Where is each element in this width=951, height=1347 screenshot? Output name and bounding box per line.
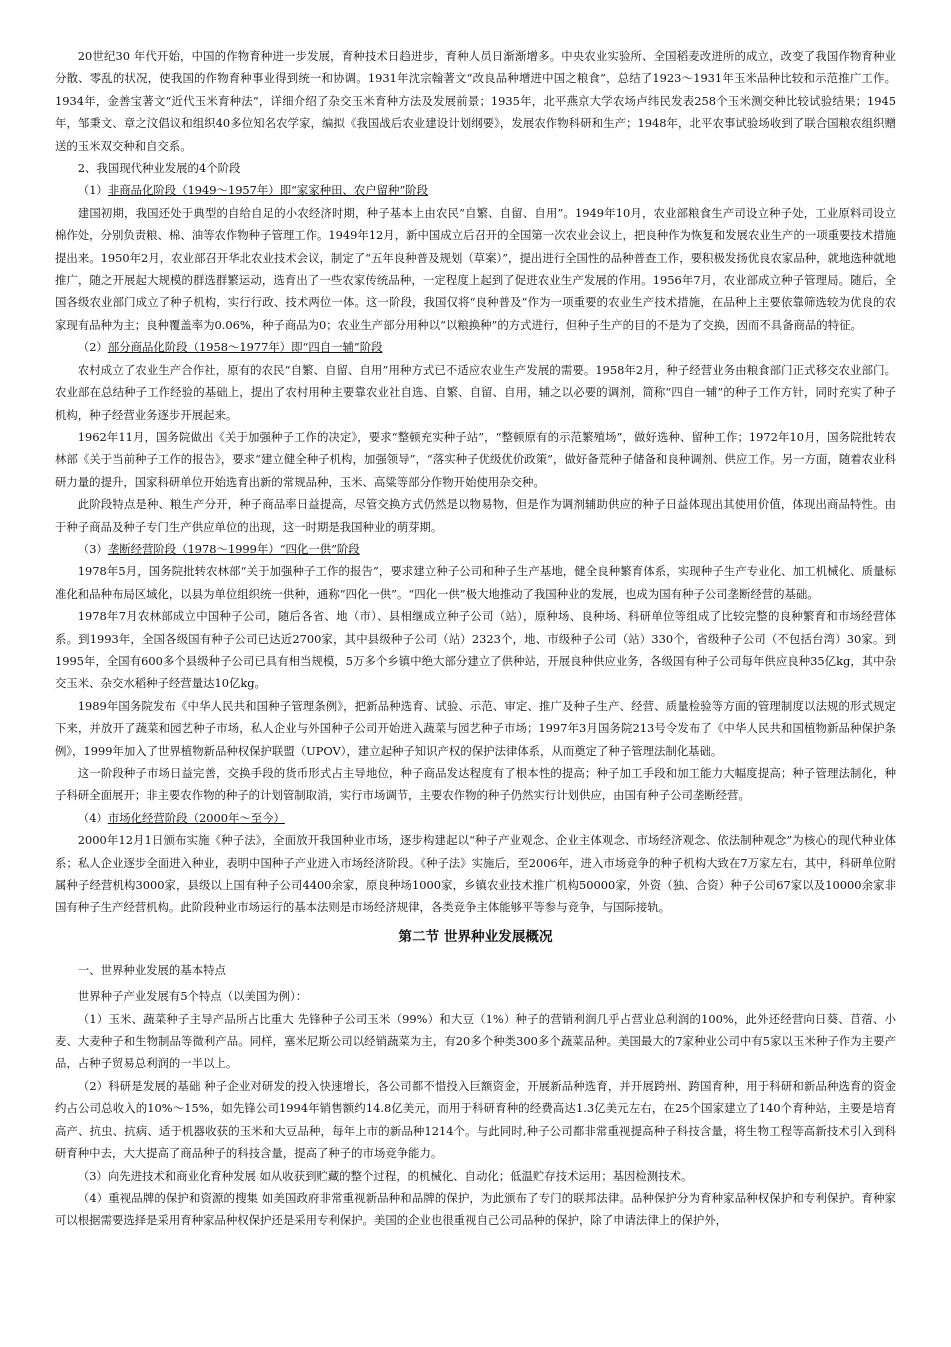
paragraph: （2）科研是发展的基础 种子企业对研发的投入快速增长，各公司都不惜投入巨额资金，开展新品种选育，并开展跨州、跨国育种，用于科研和新品种选育的资金约占公司总收入的10%～15%，如先锋公司1994年销售额约14.8亿美元，而用于科研育种的经费高达1.3亿美元左右，在25个国家建立了140个育种站，主要是培育高产、抗虫、抗病、适于机器收获的玉米和大豆品种，每年上市的新品种1214个。与此同时,种子公司都非常重视提高种子科技含量，将生物工程等高新技术引入到科研育种中去，大大提高了商品种子的科技含量，提高了种子的市场竞争能力。 bbox=[55, 1078, 896, 1161]
stage-1-number: （1） bbox=[77, 183, 108, 198]
paragraph: 世界种子产业发展有5个特点（以美国为例）： bbox=[77, 989, 308, 1004]
stage-1-heading bbox=[55, 179, 896, 201]
paragraph: （1）玉米、蔬菜种子主导产品所占比重大 先锋种子公司玉米（99%）和大豆（1%）种子的营销利润几乎占营业总利润的100%，此外还经营向日葵、苜蓿、小麦、大麦种子和生物制品等微利产品。同样，塞米尼斯公司以经销蔬菜为主，有20多个种类300多个蔬菜品种。美国最大的7家种业公司中有5家以玉米种子作为主要产品，占种子贸易总利润的一半以上。 bbox=[55, 1011, 896, 1071]
subheading-stages: 2、我国现代种业发展的4个阶段 bbox=[77, 161, 241, 176]
stage-2-heading bbox=[55, 336, 896, 358]
paragraph: 2000年12月1日颁布实施《种子法》，全面放开我国种业市场，逐步构建起以“种子产业观念、企业主体观念、市场经济观念、依法制种观念”为核心的现代种业体系；私人企业逐步全面进入种业，表明中国种子产业进入市场经济阶段。《种子法》实施后，至2006年，进入市场竞争的种子机构大致在7万家左右，其中，科研单位附属种子经营机构3000家，县级以上国有种子公司4400余家，原良种场1000家，乡镇农业技术推广机构50000家，外资（独、合资）种子公司67家以及10000余家非国有种子生产经营机构。此阶段种业市场运行的基本法则是市场经济规律，各类竞争主体能够平等参与竞争，与国际接轨。 bbox=[55, 833, 896, 915]
paragraph: 农村成立了农业生产合作社，原有的农民“自繁、自留、自用”用种方式已不适应农业生产发展的需要。1958年2月，种子经营业务由粮食部门正式移交农业部门。农业部在总结种子工作经验的基础上，提出了农村用种主要靠农业社自选、自繁、自留、自用，辅之以必要的调剂，简称“四自一辅”的种子工作方针，同时充实了种子机构，种子经营业务逐步开展起来。 bbox=[55, 362, 896, 422]
stage-3-number: （3） bbox=[77, 541, 108, 556]
paragraph: 1978年5月，国务院批转农林部“关于加强种子工作的报告”，要求建立种子公司和种子生产基地，健全良种繁育体系，实现种子生产专业化、加工机械化、质量标准化和品种布局区域化，以县为单位组织统一供种，通称“四化一供”。“四化一供”极大地推动了我国种业的发展，也成为国有种子公司垄断经营的基础。 bbox=[55, 564, 896, 601]
stage-4-heading bbox=[55, 807, 896, 829]
stage-3-title: 垄断经营阶段（1978～1999年）“四化一供”阶段 bbox=[107, 541, 360, 556]
paragraph: 建国初期，我国还处于典型的自给自足的小农经济时期，种子基本上由农民“自繁、自留、自用”。1949年10月，农业部粮食生产司设立种子处，工业原料司设立棉作处，分别负责粮、棉、油等农作物种子管理工作。1949年12月，新中国成立后召开的全国第一次农业会议上，把良种作为恢复和发展农业生产的一项重要技术措施提出来。1950年2月，农业部召开华北农业技术会议，制定了“五年良种普及规划（草案）”，提出进行全国性的品种普查工作，要积极发扬优良农家品种，就地选种就地推广，随之开展起大规模的群选群繁运动，选育出了一些农家传统品种，一定程度上起到了促进农业生产发展的作用。1956年7月，农业部成立种子管理局。随后，全国各级农业部门成立了种子机构，实行行政、技术两位一体。这一阶段，我国仅将“良种普及”作为一项重要的农业生产技术措施，在品种上主要依靠筛选较为优良的农家现有品种为主；良种覆盖率为0.06%，种子商品为0；农业生产部分用种以“以粮换种”的方式进行，但种子生产的目的不是为了交换，因而不具备商品的特征。 bbox=[55, 205, 896, 332]
section-title: 第二节 世界种业发展概况 bbox=[398, 928, 553, 945]
paragraph: 1989年国务院发布《中华人民共和国种子管理条例》，把新品种选育、试验、示范、审定、推广及种子生产、经营、质量检验等方面的管理制度以法规的形式规定下来，并放开了蔬菜和园艺种子市场，私人企业与外国种子公司开始进入蔬菜与园艺种子市场；1997年3月国务院213号令发布了《中华人民共和国植物新品种保护条例》，1999年加入了世界植物新品种权保护联盟（UPOV），建立起种子知识产权的保护法律体系，从而奠定了种子管理法制化基础。 bbox=[55, 698, 896, 758]
stage-2-number: （2） bbox=[77, 340, 108, 355]
paragraph: 这一阶段种子市场日益完善，交换手段的货币形式占主导地位，种子商品发达程度有了根本性的提高；种子加工手段和加工能力大幅度提高；种子管理法制化，种子科研全面展开；非主要农作物的种子的计划管制取消，实行市场调节，主要农作物的种子仍然实行计划供应，由国有种子公司垄断经营。 bbox=[55, 766, 896, 803]
stage-4-title: 市场化经营阶段（2000年～至今） bbox=[107, 810, 285, 825]
stage-4-number: （4） bbox=[77, 810, 108, 825]
paragraph: 1962年11月，国务院做出《关于加强种子工作的决定》，要求“整顿充实种子站”，“整顿原有的示范繁殖场”，做好选种、留种工作；1972年10月，国务院批转农林部《关于当前种子工作的报告》，要求“建立健全种子机构，加强领导”，“落实种子优级优价政策”，做好备荒种子储备和良种调剂、供应工作。另一方面，随着农业科研力量的提升，国家科研单位开始选育出新的常规品种，玉米、高粱等部分作物开始使用杂交种。 bbox=[55, 429, 896, 489]
paragraph: 1978年7月农林部成立中国种子公司，随后各省、地（市）、县相继成立种子公司（站），原种场、良种场、科研单位等组成了比较完整的良种繁育和市场经营体系。到1993年，全国各级国有种子公司已达近2700家，其中县级种子公司（站）2323个，地、市级种子公司（站）330个，省级种子公司（不包括台湾）30家。到1995年，全国有600多个县级种子公司已具有相当规模，5万多个乡镇中绝大部分建立了供种站，开展良种供应业务，各级国有种子公司每年供应良种35亿kg，其中杂交玉米、杂交水稻种子经营量达10亿kg。 bbox=[55, 609, 896, 691]
paragraph: 20世纪30 年代开始，中国的作物育种进一步发展，育种技术日趋进步，育种人员日渐渐增多。中央农业实验所、全国稻麦改进所的成立，改变了我国作物育种业分散、零乱的状况，使我国的作物育种事业得到统一和协调。1931年沈宗翰著文“改良品种增进中国之粮食”，总结了1923～1931年玉米品种比较和示范推广工作。1934年，金善宝著文“近代玉米育种法”，详细介绍了杂交玉米育种方法及发展前景；1935年，北平燕京大学农场卢纬民发表258个玉米测交种比较试验结果；1945年，邹秉文、章之汶倡议和组织40多位知名农学家，编拟《我国战后农业建设计划纲要》，发展农作物科研和生产；1948年，北平农事试验场收到了联合国粮农组织赠送的玉米双交种和自交系。 bbox=[55, 49, 896, 153]
stage-3-heading bbox=[55, 538, 896, 560]
stage-2-title: 部分商品化阶段（1958～1977年）即“四自一辅”阶段 bbox=[107, 340, 383, 355]
paragraph: 此阶段特点是种、粮生产分开，种子商品率日益提高，尽管交换方式仍然是以物易物，但是作为调剂辅助供应的种子日益体现出其使用价值，体现出商品特性。由于种子商品及种子专门生产供应单位的出现，这一时期是我国种业的萌芽期。 bbox=[55, 497, 896, 534]
paragraph: （4）重视品牌的保护和资源的搜集 如美国政府非常重视新品种和品牌的保护，为此颁布了专门的联邦法律。品种保护分为育种家品种权保护和专利保护。育种家可以根据需要选择是采用育种家品种权保护还是采用专利保护。美国的企业也很重视自己公司品种的保护，除了申请法律上的保护外， bbox=[55, 1190, 896, 1228]
stage-1-title: 非商品化阶段（1949～1957年）即“家家种田、农户留种”阶段 bbox=[107, 183, 429, 198]
paragraph: （3）向先进技术和商业化育种发展 如从收获到贮藏的整个过程，的机械化、自动化；低温贮存技术运用；基因检测技术。 bbox=[77, 1168, 693, 1183]
subheading-world: 一、世界种业发展的基本特点 bbox=[77, 962, 226, 977]
